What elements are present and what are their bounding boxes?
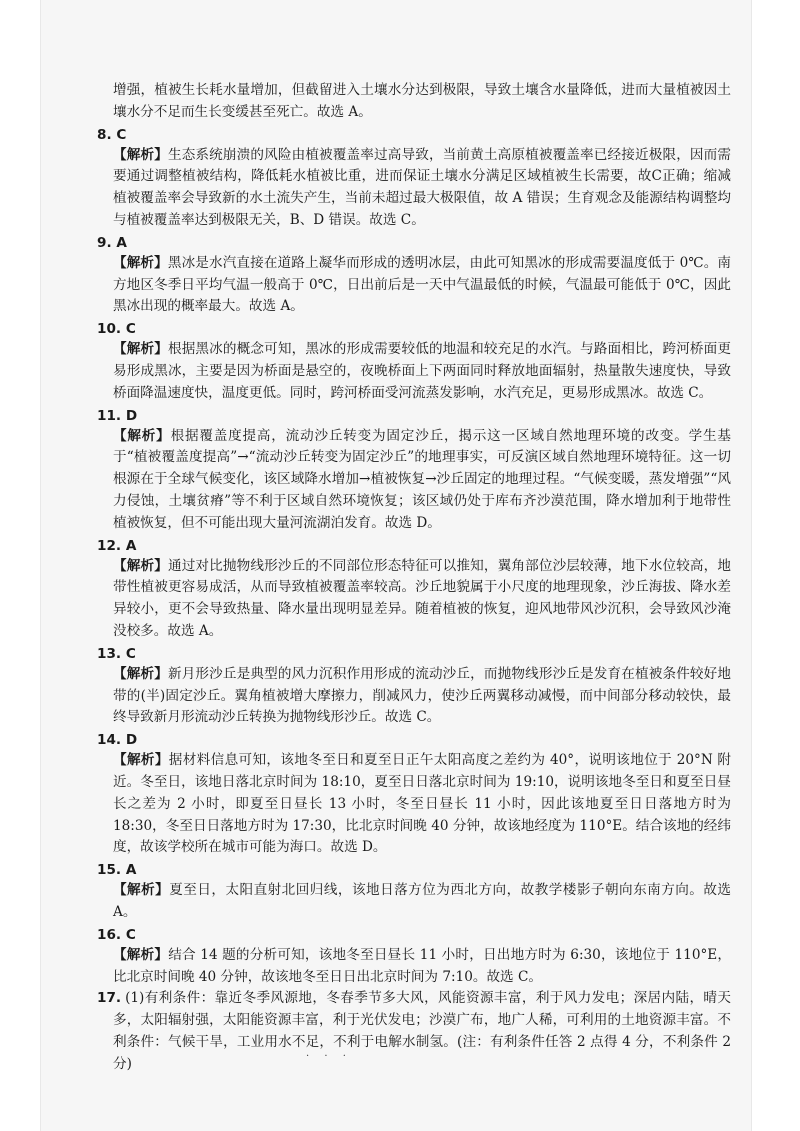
analysis-text: 生态系统崩溃的风险由植被覆盖率过高导致，当前黄土高原植被覆盖率已经接近极限，因而需要通过调整植被结构，降低耗水植被比重，进而保证土壤水分满足区域植被生长需要，故C正确；缩减植被覆盖率会导致新的水土流失产生，当前未超过最大极限值，故 A 错误；生育观念及能源结构调整均与植被覆盖率达到极限无关，B、D 错误。故选 C。	[113, 146, 732, 228]
analysis-tag: 【解析】	[113, 665, 168, 682]
question-number: 11. D	[97, 407, 138, 424]
answer-item-17	[97, 988, 731, 1075]
analysis-tag: 【解析】	[113, 341, 168, 358]
analysis-text: 通过对比抛物线形沙丘的不同部位形态特征可以推知，翼角部位沙层较薄，地下水位较高，地带性植被更容易成活，从而导致植被覆盖率较高。沙丘地貌属于小尺度的地理现象，沙丘海拔、降水差异较小，更不会导致热量、降水量出现明显差异。随着植被的恢复，迎风地带风沙沉积，会导致风沙淹没校多。故选 A。	[113, 557, 732, 639]
analysis-text: 结合 14 题的分析可知，该地冬至日昼长 11 小时，日出地方时为 6:30，该地位于 110°E，比北京时间晚 40 分钟，故该地冬至日日出北京时间为 7:10。故选 C。	[113, 946, 731, 985]
answer-content	[97, 80, 732, 1075]
analysis-text: 根据黑冰的概念可知，黑冰的形成需要较低的地温和较充足的水汽。与路面相比，跨河桥面更易形成黑冰，主要是因为桥面是悬空的，夜晚桥面上下两面同时释放地面辐射，热量散失速度快，导致桥面降温速度快，温度更低。同时，跨河桥面受河流蒸发影响，水汽充足，更易形成黑冰。故选 C。	[113, 341, 732, 401]
analysis-text: 夏至日，太阳直射北回归线，该地日落方位为西北方向，故教学楼影子朝向东南方向。故选 A。	[113, 882, 732, 920]
analysis-text: 据材料信息可知，该地冬至日和夏至日正午太阳高度之差约为 40°，说明该地位于 20°N 附近。冬至日，该地日落北京时间为 18:10，夏至日日落北京时间为 19:10，说明该地冬至日和夏至日昼长之差为 2 小时，即夏至日昼长 13 小时，冬至日昼长 11 小时，因此该地夏至日日落地方时为 18:30，冬至日日落地方时为 17:30，比北京时间晚 40 分钟，故该地经度为 110°E。结合该地的经纬度，故该学校所在城市可能为海口。故选 D。	[113, 752, 732, 856]
answer-item-13	[97, 644, 732, 729]
answer-text: (1)有利条件：靠近冬季风源地，冬春季节多大风，风能资源丰富，利于风力发电；深居内陆，晴天多，太阳辐射强，太阳能资源丰富，利于光伏发电；沙漠广布，地广人稀，可利用的土地资源丰富。不利条件：气候干旱，工业用水不足，不利于电解水制氢。(注：有利条件任答 2 点得 4 分，不利条件 2 分)	[113, 990, 731, 1072]
answer-item-14	[97, 730, 732, 859]
answer-item-16	[97, 925, 731, 989]
continuation-text: 增强，植被生长耗水量增加，但截留进入土壤水分达到极限，导致土壤含水量降低，进而大量植被因土壤水分不足而生长变缓甚至死亡。故选 A。	[113, 82, 731, 120]
answer-item-10	[97, 319, 732, 404]
answer-item-9	[97, 233, 732, 318]
question-number: 13. C	[97, 645, 136, 662]
analysis-text: 根据覆盖度提高，流动沙丘转变为固定沙丘，揭示这一区域自然地理环境的改变。学生基于“植被覆盖度提高”→“流动沙丘转变为固定沙丘”的地理事实，可反演区域自然地理环境特征。这一切根源在于全球气候变化，该区域降水增加→植被恢复→沙丘固定的地理过程。“气候变暖，蒸发增强”“风力侵蚀，土壤贫瘠”等不利于区域自然环境恢复；该区域仍处于库布齐沙漠范围，降水增加利于地带性植被恢复，但不可能出现大量河流湖泊发育。故选 D。	[113, 427, 731, 531]
footer-mark: · · ·	[306, 1051, 352, 1062]
question-number: 12. A	[97, 537, 137, 554]
analysis-tag: 【解析】	[113, 882, 170, 899]
analysis-tag: 【解析】	[113, 752, 169, 769]
analysis-tag: 【解析】	[113, 254, 168, 271]
question-number: 15. A	[97, 862, 137, 879]
analysis-tag: 【解析】	[113, 146, 168, 163]
answer-item-8	[97, 125, 732, 232]
question-number: 17.	[97, 990, 122, 1007]
page-sheet	[40, 0, 752, 1131]
analysis-text: 黑冰是水汽直接在道路上凝华而形成的透明冰层，由此可知黑冰的形成需要温度低于 0℃。南方地区冬季日平均气温一般高于 0℃，日出前后是一天中气温最低的时候，气温最可能低于 0℃，因此黑冰出现的概率最大。故选 A。	[113, 254, 732, 315]
analysis-text: 新月形沙丘是典型的风力沉积作用形成的流动沙丘，而抛物线形沙丘是发育在植被条件较好地带的(半)固定沙丘。翼角植被增大摩擦力，削减风力，使沙丘两翼移动减慢，而中间部分移动较快，最终导致新月形流动沙丘转换为抛物线形沙丘。故选 C。	[113, 665, 732, 726]
answer-item-12	[97, 536, 732, 643]
analysis-tag: 【解析】	[113, 557, 168, 574]
question-number: 10. C	[97, 321, 136, 338]
question-number: 9. A	[97, 234, 127, 251]
analysis-tag: 【解析】	[113, 427, 171, 444]
analysis-tag: 【解析】	[113, 946, 169, 963]
answer-item-15	[97, 860, 732, 924]
question-number: 14. D	[97, 732, 138, 749]
answer-item-11	[97, 406, 731, 535]
question-number: 16. C	[97, 926, 136, 943]
question-number: 8. C	[97, 126, 127, 143]
